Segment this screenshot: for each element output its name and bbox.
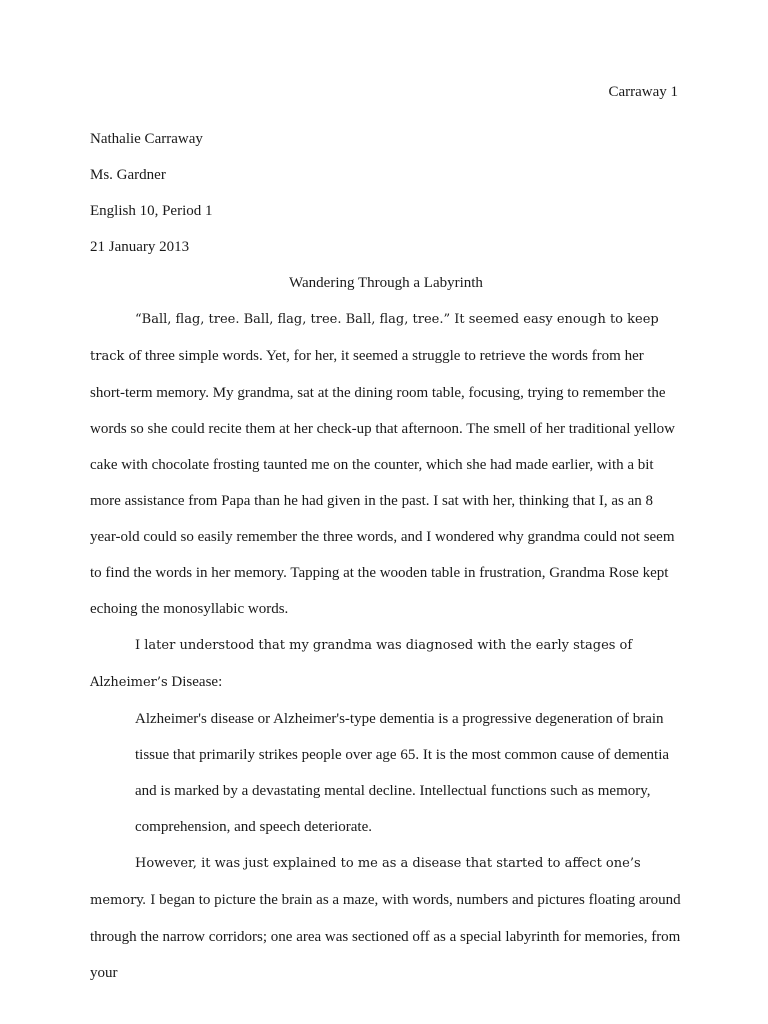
paragraph-3: [90, 845, 682, 991]
paragraph-1: [90, 301, 682, 627]
paragraph-2: [90, 627, 682, 701]
paragraph-1-text: three simple words. Yet, for her, it seemed a struggle to retrieve the words from her short-term memory. My grandma, sat at the dining room table, focusing, trying to remember the words so she could recite them at her check-up that afternoon. The smell of her traditional yellow cake with chocolate frosting taunted me on the counter, which she had made earlier, with a bit more assistance from Papa than he had given in the past. I sat with her, thinking that I, as an 8 year-old could so easily remember the three words, and I wondered why grandma could not seem to find the words in her memory. Tapping at the wooden table in frustration, Grandma Rose kept echoing the monosyllabic words.: [90, 348, 675, 617]
paragraph-3-lead: However, it was just explained to me as a disease that started to affect one’s memory. I: [90, 856, 641, 908]
paragraph-2-text: Disease:: [171, 674, 223, 690]
essay-body: [90, 121, 682, 991]
running-head: Carraway 1: [608, 84, 678, 100]
block-quote: Alzheimer's disease or Alzheimer's-type dementia is a progressive degeneration of brain tissue that primarily strikes people over age 65. It is the most common cause of dementia and is marked by a devastating mental decline. Intellectual functions such as memory, comprehension, and speech deteriorate.: [135, 711, 670, 835]
paragraph-1-lead: “Ball, flag, tree. Ball, flag, tree. Ball, flag, tree.” It seemed easy enough to keep track of: [90, 312, 659, 364]
author-name: Nathalie Carraway: [90, 131, 203, 147]
essay-date: 21 January 2013: [90, 239, 190, 255]
paragraph-3-text: began to picture the brain as a maze, with words, numbers and pictures floating around through the narrow corridors; one area was sectioned off as a special labyrinth for memories, from your: [90, 892, 681, 981]
course-info: English 10, Period 1: [90, 203, 213, 219]
essay-title: Wandering Through a Labyrinth: [289, 275, 483, 291]
teacher-name: Ms. Gardner: [90, 167, 166, 183]
paragraph-2-lead: I later understood that my grandma was diagnosed with the early stages of Alzheimer’s: [90, 638, 633, 690]
